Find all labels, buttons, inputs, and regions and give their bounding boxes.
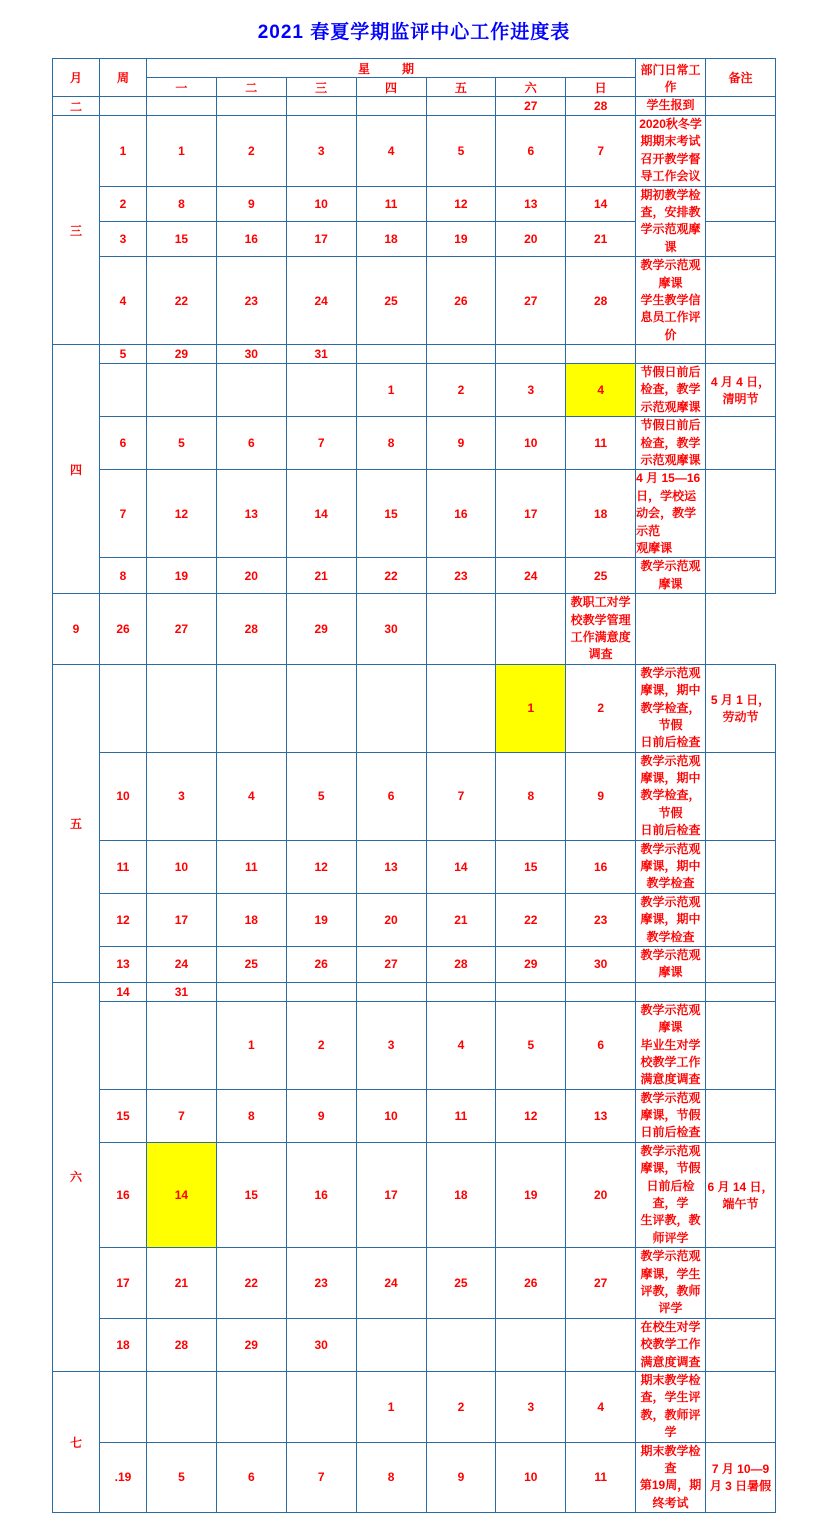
day-cell: 9 <box>216 186 286 221</box>
day-cell: 7 <box>147 1089 217 1142</box>
week-cell: 15 <box>100 1089 147 1142</box>
table-row <box>53 97 776 116</box>
day-cell: 12 <box>496 1089 566 1142</box>
week-cell: 14 <box>100 982 147 1001</box>
day-cell <box>566 1318 636 1371</box>
day-cell: 16 <box>566 840 636 893</box>
week-cell: 12 <box>100 893 147 946</box>
day-cell: 8 <box>216 1089 286 1142</box>
day-cell: 21 <box>426 893 496 946</box>
week-cell <box>100 364 147 417</box>
week-cell <box>100 664 147 752</box>
day-cell <box>356 97 426 116</box>
day-cell <box>426 1318 496 1371</box>
week-cell: 10 <box>100 752 147 840</box>
daily-work-cell: 教学示范观摩课，期中教学检查 <box>636 893 706 946</box>
page-title: 2021 春夏学期监评中心工作进度表 <box>257 22 571 43</box>
day-cell: 30 <box>216 345 286 364</box>
day-cell: 14 <box>286 470 356 558</box>
remark-cell <box>706 1248 776 1319</box>
day-cell: 29 <box>216 1318 286 1371</box>
header-weekday-4: 五 <box>426 78 496 97</box>
day-cell: 5 <box>286 752 356 840</box>
day-cell: 11 <box>356 186 426 221</box>
day-cell <box>426 982 496 1001</box>
daily-work-cell: 教学示范观摩课，期中教学检查，节假 日前后检查 <box>636 752 706 840</box>
day-cell: 5 <box>147 1442 217 1513</box>
month-cell: 五 <box>53 664 100 982</box>
day-cell: 10 <box>356 1089 426 1142</box>
daily-work-cell: 节假日前后检查，教学示范观摩课 <box>636 417 706 470</box>
remark-cell <box>706 470 776 558</box>
day-cell: 8 <box>356 1442 426 1513</box>
day-cell <box>496 345 566 364</box>
remark-cell <box>706 221 776 256</box>
table-row <box>53 594 776 665</box>
remark-cell <box>706 1371 776 1442</box>
remark-cell <box>706 97 776 116</box>
remark-cell: 7 月 10—9 月 3 日暑假 <box>706 1442 776 1513</box>
day-cell <box>426 594 496 665</box>
week-cell: 2 <box>100 186 147 221</box>
day-cell: 11 <box>566 1442 636 1513</box>
day-cell: 22 <box>147 257 217 345</box>
day-cell <box>286 364 356 417</box>
day-cell: 11 <box>566 417 636 470</box>
day-cell <box>286 982 356 1001</box>
day-cell: 20 <box>216 558 286 594</box>
week-cell: 5 <box>100 345 147 364</box>
day-cell: 21 <box>147 1248 217 1319</box>
day-cell: 27 <box>496 97 566 116</box>
day-cell: 30 <box>566 946 636 982</box>
day-cell: 8 <box>496 752 566 840</box>
week-cell: 13 <box>100 946 147 982</box>
table-row <box>53 752 776 840</box>
day-cell: 17 <box>496 470 566 558</box>
table-row <box>53 345 776 364</box>
daily-work-cell: 教学示范观摩课 毕业生对学校教学工作满意度调查 <box>636 1001 706 1089</box>
day-cell: 21 <box>286 558 356 594</box>
daily-work-cell: 在校生对学校教学工作满意度调查 <box>636 1318 706 1371</box>
day-cell: 7 <box>426 752 496 840</box>
day-cell: 9 <box>286 1089 356 1142</box>
day-cell: 16 <box>216 221 286 256</box>
day-cell: 31 <box>286 345 356 364</box>
day-cell <box>147 664 217 752</box>
day-cell: 26 <box>100 594 147 665</box>
table-row <box>53 417 776 470</box>
day-cell <box>356 982 426 1001</box>
remark-cell <box>706 257 776 345</box>
month-cell: 七 <box>53 1371 100 1512</box>
day-cell <box>216 1371 286 1442</box>
day-cell: 12 <box>286 840 356 893</box>
day-cell: 10 <box>286 186 356 221</box>
remark-cell <box>706 1001 776 1089</box>
table-row <box>53 1371 776 1442</box>
day-cell: 1 <box>147 116 217 187</box>
day-cell: 29 <box>496 946 566 982</box>
remark-cell <box>706 893 776 946</box>
day-cell: 11 <box>216 840 286 893</box>
day-cell <box>286 664 356 752</box>
table-row <box>53 1442 776 1513</box>
daily-work-cell: 教学示范观摩课 <box>636 946 706 982</box>
day-cell: 4 <box>426 1001 496 1089</box>
remark-cell <box>706 558 776 594</box>
table-row <box>53 1089 776 1142</box>
day-cell: 6 <box>216 1442 286 1513</box>
day-cell: 26 <box>496 1248 566 1319</box>
week-cell: 9 <box>53 594 100 665</box>
day-cell: 1 <box>216 1001 286 1089</box>
day-cell: 8 <box>356 417 426 470</box>
table-row <box>53 364 776 417</box>
day-cell: 26 <box>286 946 356 982</box>
table-row <box>53 1001 776 1089</box>
daily-work-cell: 教学示范观摩课 <box>636 558 706 594</box>
day-cell: 14 <box>566 186 636 221</box>
remark-cell <box>636 594 706 665</box>
schedule-table <box>52 58 776 1513</box>
daily-work-cell: 2020秋冬学期期末考试 召开教学督导工作会议 <box>636 116 706 187</box>
day-cell: 23 <box>216 257 286 345</box>
remark-cell: 4 月 4 日，清明节 <box>706 364 776 417</box>
remark-cell <box>706 1318 776 1371</box>
header-weekday-group: 星 期 <box>147 59 636 78</box>
day-cell <box>147 1001 217 1089</box>
day-cell: 11 <box>426 1089 496 1142</box>
day-cell: 30 <box>356 594 426 665</box>
day-cell <box>216 97 286 116</box>
table-row <box>53 116 776 187</box>
day-cell: 2 <box>216 116 286 187</box>
day-cell: 7 <box>286 417 356 470</box>
day-cell: 1 <box>496 664 566 752</box>
day-cell: 2 <box>566 664 636 752</box>
day-cell: 25 <box>356 257 426 345</box>
day-cell: 27 <box>566 1248 636 1319</box>
day-cell <box>216 364 286 417</box>
day-cell: 13 <box>566 1089 636 1142</box>
day-cell: 22 <box>356 558 426 594</box>
header-weekday-1: 二 <box>216 78 286 97</box>
day-cell <box>147 1371 217 1442</box>
table-row <box>53 257 776 345</box>
day-cell: 24 <box>356 1248 426 1319</box>
remark-cell <box>706 417 776 470</box>
table-row <box>53 1318 776 1371</box>
table-row <box>53 1248 776 1319</box>
daily-work-cell: 4 月 15—16 日，学校运动会，教学示范 观摩课 <box>636 470 706 558</box>
day-cell: 19 <box>286 893 356 946</box>
daily-work-cell: 教学示范观摩课，期中教学检查，节假 日前后检查 <box>636 664 706 752</box>
week-cell <box>100 1371 147 1442</box>
table-row <box>53 982 776 1001</box>
week-cell: 3 <box>100 221 147 256</box>
day-cell: 7 <box>566 116 636 187</box>
day-cell: 18 <box>216 893 286 946</box>
day-cell <box>286 1371 356 1442</box>
day-cell: 5 <box>147 417 217 470</box>
remark-cell <box>706 946 776 982</box>
day-cell <box>496 982 566 1001</box>
header-month: 月 <box>53 59 100 97</box>
week-cell: 7 <box>100 470 147 558</box>
table-row <box>53 840 776 893</box>
day-cell: 18 <box>356 221 426 256</box>
day-cell: 24 <box>286 257 356 345</box>
day-cell: 24 <box>147 946 217 982</box>
day-cell: 15 <box>496 840 566 893</box>
day-cell: 23 <box>286 1248 356 1319</box>
day-cell: 22 <box>216 1248 286 1319</box>
daily-work-cell: 学生报到 <box>636 97 706 116</box>
day-cell: 9 <box>426 1442 496 1513</box>
header-weekday-2: 三 <box>286 78 356 97</box>
daily-work-cell <box>636 982 706 1001</box>
day-cell: 3 <box>147 752 217 840</box>
day-cell: 14 <box>147 1142 217 1247</box>
day-cell <box>216 664 286 752</box>
day-cell: 6 <box>566 1001 636 1089</box>
header-remark: 备注 <box>706 59 776 97</box>
daily-work-cell: 教学示范观摩课，节假日前后检查 <box>636 1089 706 1142</box>
daily-work-cell: 节假日前后检查，教学示范观摩课 <box>636 364 706 417</box>
day-cell: 3 <box>286 116 356 187</box>
table-header-row-1 <box>53 59 776 78</box>
daily-work-cell: 教学示范观摩课 学生教学信息员工作评价 <box>636 257 706 345</box>
day-cell: 2 <box>426 1371 496 1442</box>
table-row <box>53 558 776 594</box>
day-cell: 19 <box>496 1142 566 1247</box>
day-cell: 12 <box>147 470 217 558</box>
day-cell <box>356 664 426 752</box>
day-cell: 4 <box>566 364 636 417</box>
day-cell: 20 <box>356 893 426 946</box>
day-cell <box>426 97 496 116</box>
day-cell: 4 <box>356 116 426 187</box>
day-cell: 5 <box>426 116 496 187</box>
month-cell: 四 <box>53 345 100 594</box>
day-cell: 28 <box>566 257 636 345</box>
day-cell: 9 <box>426 417 496 470</box>
day-cell: 29 <box>286 594 356 665</box>
day-cell <box>566 345 636 364</box>
day-cell: 23 <box>426 558 496 594</box>
remark-cell: 6 月 14 日，端午节 <box>706 1142 776 1247</box>
day-cell <box>496 1318 566 1371</box>
day-cell: 23 <box>566 893 636 946</box>
day-cell: 13 <box>356 840 426 893</box>
header-weekday-5: 六 <box>496 78 566 97</box>
week-cell: 8 <box>100 558 147 594</box>
day-cell: 25 <box>216 946 286 982</box>
day-cell: 28 <box>566 97 636 116</box>
month-cell: 六 <box>53 982 100 1371</box>
day-cell: 9 <box>566 752 636 840</box>
month-cell: 三 <box>53 116 100 345</box>
week-cell: 16 <box>100 1142 147 1247</box>
day-cell <box>356 345 426 364</box>
day-cell: 15 <box>216 1142 286 1247</box>
header-week: 周 <box>100 59 147 97</box>
daily-work-cell: 期末教学检查 第19周，期终考试 <box>636 1442 706 1513</box>
day-cell: 10 <box>496 417 566 470</box>
day-cell: 3 <box>356 1001 426 1089</box>
day-cell: 20 <box>496 221 566 256</box>
day-cell: 5 <box>496 1001 566 1089</box>
week-cell: 1 <box>100 116 147 187</box>
day-cell: 14 <box>426 840 496 893</box>
day-cell: 15 <box>356 470 426 558</box>
remark-cell <box>706 116 776 187</box>
day-cell <box>496 594 566 665</box>
day-cell: 22 <box>496 893 566 946</box>
remark-cell <box>706 1089 776 1142</box>
header-daily-work: 部门日常工作 <box>636 59 706 97</box>
day-cell: 4 <box>216 752 286 840</box>
day-cell: 17 <box>147 893 217 946</box>
day-cell: 16 <box>426 470 496 558</box>
week-cell <box>100 97 147 116</box>
day-cell: 27 <box>496 257 566 345</box>
daily-work-cell: 教学示范观摩课，期中教学检查 <box>636 840 706 893</box>
table-row <box>53 893 776 946</box>
day-cell: 2 <box>426 364 496 417</box>
day-cell: 20 <box>566 1142 636 1247</box>
day-cell: 25 <box>566 558 636 594</box>
daily-work-cell: 期末教学检查，学生评教，教师评学 <box>636 1371 706 1442</box>
day-cell: 25 <box>426 1248 496 1319</box>
day-cell: 27 <box>147 594 217 665</box>
remark-cell <box>706 982 776 1001</box>
week-cell: 11 <box>100 840 147 893</box>
week-cell: .19 <box>100 1442 147 1513</box>
week-cell: 17 <box>100 1248 147 1319</box>
header-weekday-6: 日 <box>566 78 636 97</box>
day-cell: 27 <box>356 946 426 982</box>
table-row <box>53 664 776 752</box>
day-cell: 19 <box>426 221 496 256</box>
day-cell: 17 <box>286 221 356 256</box>
day-cell: 6 <box>216 417 286 470</box>
day-cell: 18 <box>426 1142 496 1247</box>
day-cell: 17 <box>356 1142 426 1247</box>
table-row <box>53 946 776 982</box>
day-cell: 1 <box>356 1371 426 1442</box>
month-cell: 二 <box>53 97 100 116</box>
day-cell: 3 <box>496 1371 566 1442</box>
day-cell: 28 <box>147 1318 217 1371</box>
week-cell: 6 <box>100 417 147 470</box>
day-cell: 13 <box>496 186 566 221</box>
table-row <box>53 1142 776 1247</box>
day-cell: 26 <box>426 257 496 345</box>
day-cell: 10 <box>496 1442 566 1513</box>
remark-cell <box>706 186 776 221</box>
day-cell: 16 <box>286 1142 356 1247</box>
table-row <box>53 470 776 558</box>
day-cell: 30 <box>286 1318 356 1371</box>
day-cell <box>147 97 217 116</box>
daily-work-cell: 教学示范观摩课，学生评教，教师评学 <box>636 1248 706 1319</box>
remark-cell: 5 月 1 日，劳动节 <box>706 664 776 752</box>
remark-cell <box>706 345 776 364</box>
daily-work-cell: 教学示范观摩课，节假日前后检查，学 生评教，教师评学 <box>636 1142 706 1247</box>
day-cell: 29 <box>147 345 217 364</box>
day-cell: 8 <box>147 186 217 221</box>
remark-cell <box>706 840 776 893</box>
daily-work-cell: 教职工对学校教学管理工作满意度调查 <box>566 594 636 665</box>
daily-work-cell: 期初教学检查，安排教学示范观摩课 <box>636 186 706 257</box>
day-cell <box>566 982 636 1001</box>
day-cell: 28 <box>216 594 286 665</box>
day-cell: 2 <box>286 1001 356 1089</box>
day-cell: 24 <box>496 558 566 594</box>
day-cell: 1 <box>356 364 426 417</box>
week-cell: 4 <box>100 257 147 345</box>
day-cell: 31 <box>147 982 217 1001</box>
day-cell: 13 <box>216 470 286 558</box>
week-cell: 18 <box>100 1318 147 1371</box>
day-cell: 12 <box>426 186 496 221</box>
header-weekday-3: 四 <box>356 78 426 97</box>
day-cell <box>356 1318 426 1371</box>
daily-work-cell <box>636 345 706 364</box>
day-cell: 15 <box>147 221 217 256</box>
day-cell: 19 <box>147 558 217 594</box>
day-cell: 28 <box>426 946 496 982</box>
day-cell <box>426 345 496 364</box>
header-weekday-0: 一 <box>147 78 217 97</box>
remark-cell <box>706 752 776 840</box>
day-cell: 3 <box>496 364 566 417</box>
table-row <box>53 186 776 221</box>
day-cell: 10 <box>147 840 217 893</box>
day-cell <box>426 664 496 752</box>
week-cell <box>100 1001 147 1089</box>
day-cell: 7 <box>286 1442 356 1513</box>
day-cell: 6 <box>356 752 426 840</box>
day-cell: 21 <box>566 221 636 256</box>
day-cell: 4 <box>566 1371 636 1442</box>
day-cell <box>147 364 217 417</box>
day-cell: 6 <box>496 116 566 187</box>
day-cell <box>216 982 286 1001</box>
day-cell: 18 <box>566 470 636 558</box>
day-cell <box>286 97 356 116</box>
